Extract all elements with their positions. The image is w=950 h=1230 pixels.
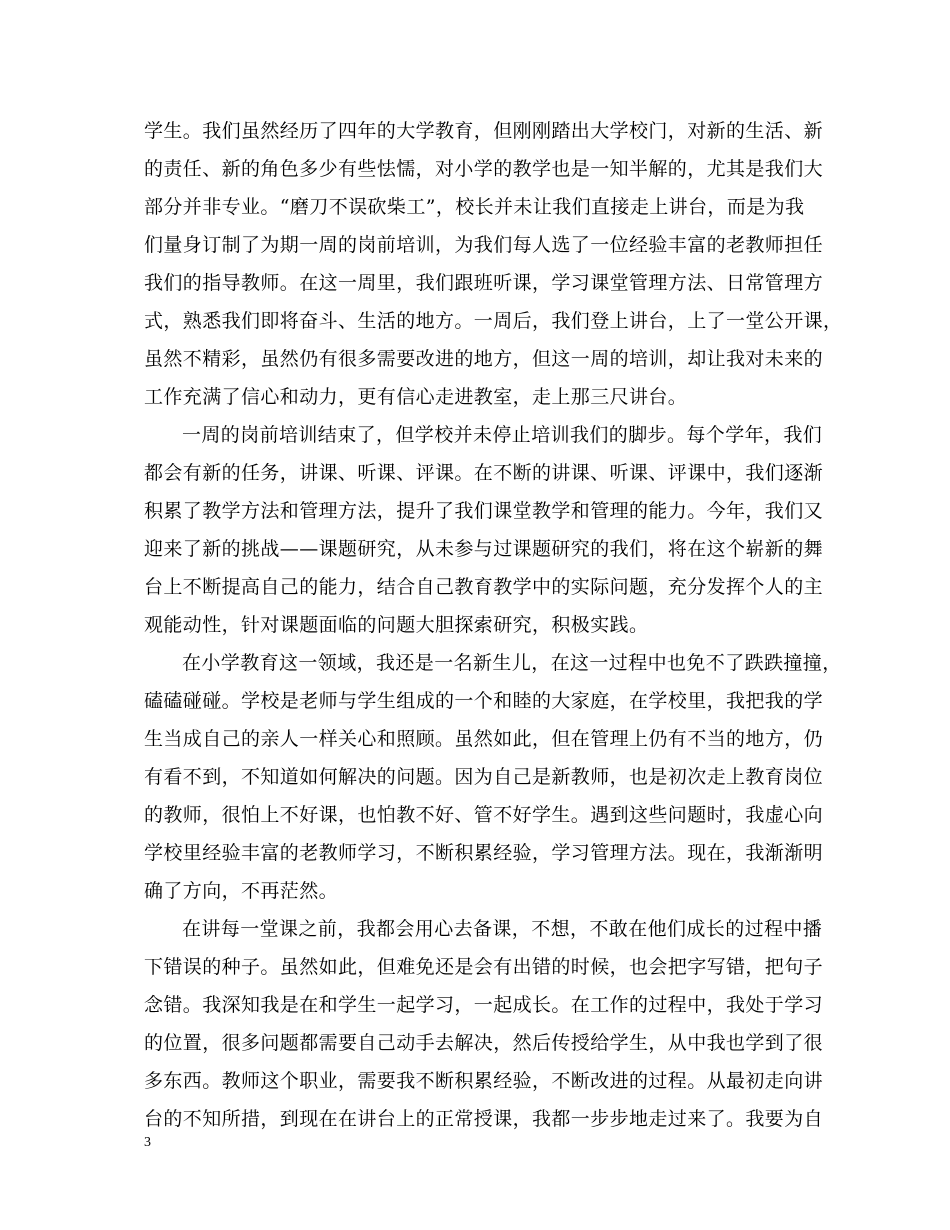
text-line: 积累了教学方法和管理方法，提升了我们课堂教学和管理的能力。今年，我们又 (144, 500, 824, 522)
text-line: 念错。我深知我是在和学生一起学习，一起成长。在工作的过程中，我处于学习 (144, 994, 824, 1016)
body-text (144, 112, 843, 1138)
text-line: 磕磕碰碰。学校是老师与学生组成的一个和睦的大家庭，在学校里，我把我的学 (144, 690, 824, 712)
text-line: 的教师，很怕上不好课，也怕教不好、管不好学生。遇到这些问题时，我虚心向 (144, 804, 824, 826)
page-number: 3 (144, 1135, 151, 1150)
text-line: 们量身订制了为期一周的岗前培训，为我们每人选了一位经验丰富的老教师担任 (144, 234, 824, 256)
text-line: 的责任、新的角色多少有些怯懦，对小学的教学也是一知半解的，尤其是我们大 (144, 158, 824, 180)
text-line: 学校里经验丰富的老教师学习，不断积累经验，学习管理方法。现在，我渐渐明 (144, 842, 824, 864)
text-line: 生当成自己的亲人一样关心和照顾。虽然如此，但在管理上仍有不当的地方，仍 (144, 728, 824, 750)
text-line: 多东西。教师这个职业，需要我不断积累经验，不断改进的过程。从最初走向讲 (144, 1070, 824, 1092)
text-line: 确了方向，不再茫然。 (144, 880, 339, 902)
paragraph-first-line: 在讲每一堂课之前，我都会用心去备课，不想，不敢在他们成长的过程中播 (182, 918, 823, 940)
text-line: 都会有新的任务，讲课、听课、评课。在不断的讲课、听课、评课中，我们逐渐 (144, 462, 824, 484)
text-line: 迎来了新的挑战——课题研究，从未参与过课题研究的我们，将在这个崭新的舞 (144, 538, 824, 560)
text-line: 虽然不精彩，虽然仍有很多需要改进的地方，但这一周的培训，却让我对未来的 (144, 348, 824, 370)
text-line: 有看不到，不知道如何解决的问题。因为自己是新教师，也是初次走上教育岗位 (144, 766, 824, 788)
text-line: 下错误的种子。虽然如此，但难免还是会有出错的时候，也会把字写错，把句子 (144, 956, 824, 978)
text-line: 学生。我们虽然经历了四年的大学教育，但刚刚踏出大学校门，对新的生活、新 (144, 120, 824, 142)
text-line: 台上不断提高自己的能力，结合自己教育教学中的实际问题，充分发挥个人的主 (144, 576, 824, 598)
paragraph-first-line: 在小学教育这一领域，我还是一名新生儿，在这一过程中也免不了跌跌撞撞， (182, 652, 842, 674)
text-line: 工作充满了信心和动力，更有信心走进教室，走上那三尺讲台。 (144, 386, 688, 408)
text-line: 式，熟悉我们即将奋斗、生活的地方。一周后，我们登上讲台，上了一堂公开课， (144, 310, 843, 332)
text-line: 我们的指导教师。在这一周里，我们跟班听课，学习课堂管理方法、日常管理方 (144, 272, 824, 294)
paragraph-first-line: 一周的岗前培训结束了，但学校并未停止培训我们的脚步。每个学年，我们 (182, 424, 823, 446)
text-line: 台的不知所措，到现在在讲台上的正常授课，我都一步步地走过来了。我要为自 (144, 1108, 824, 1130)
text-line: 部分并非专业。“磨刀不误砍柴工”，校长并未让我们直接走上讲台，而是为我 (144, 196, 805, 218)
text-line: 的位置，很多问题都需要自己动手去解决，然后传授给学生，从中我也学到了很 (144, 1032, 824, 1054)
text-line: 观能动性，针对课题面临的问题大胆探索研究，积极实践。 (144, 614, 649, 636)
